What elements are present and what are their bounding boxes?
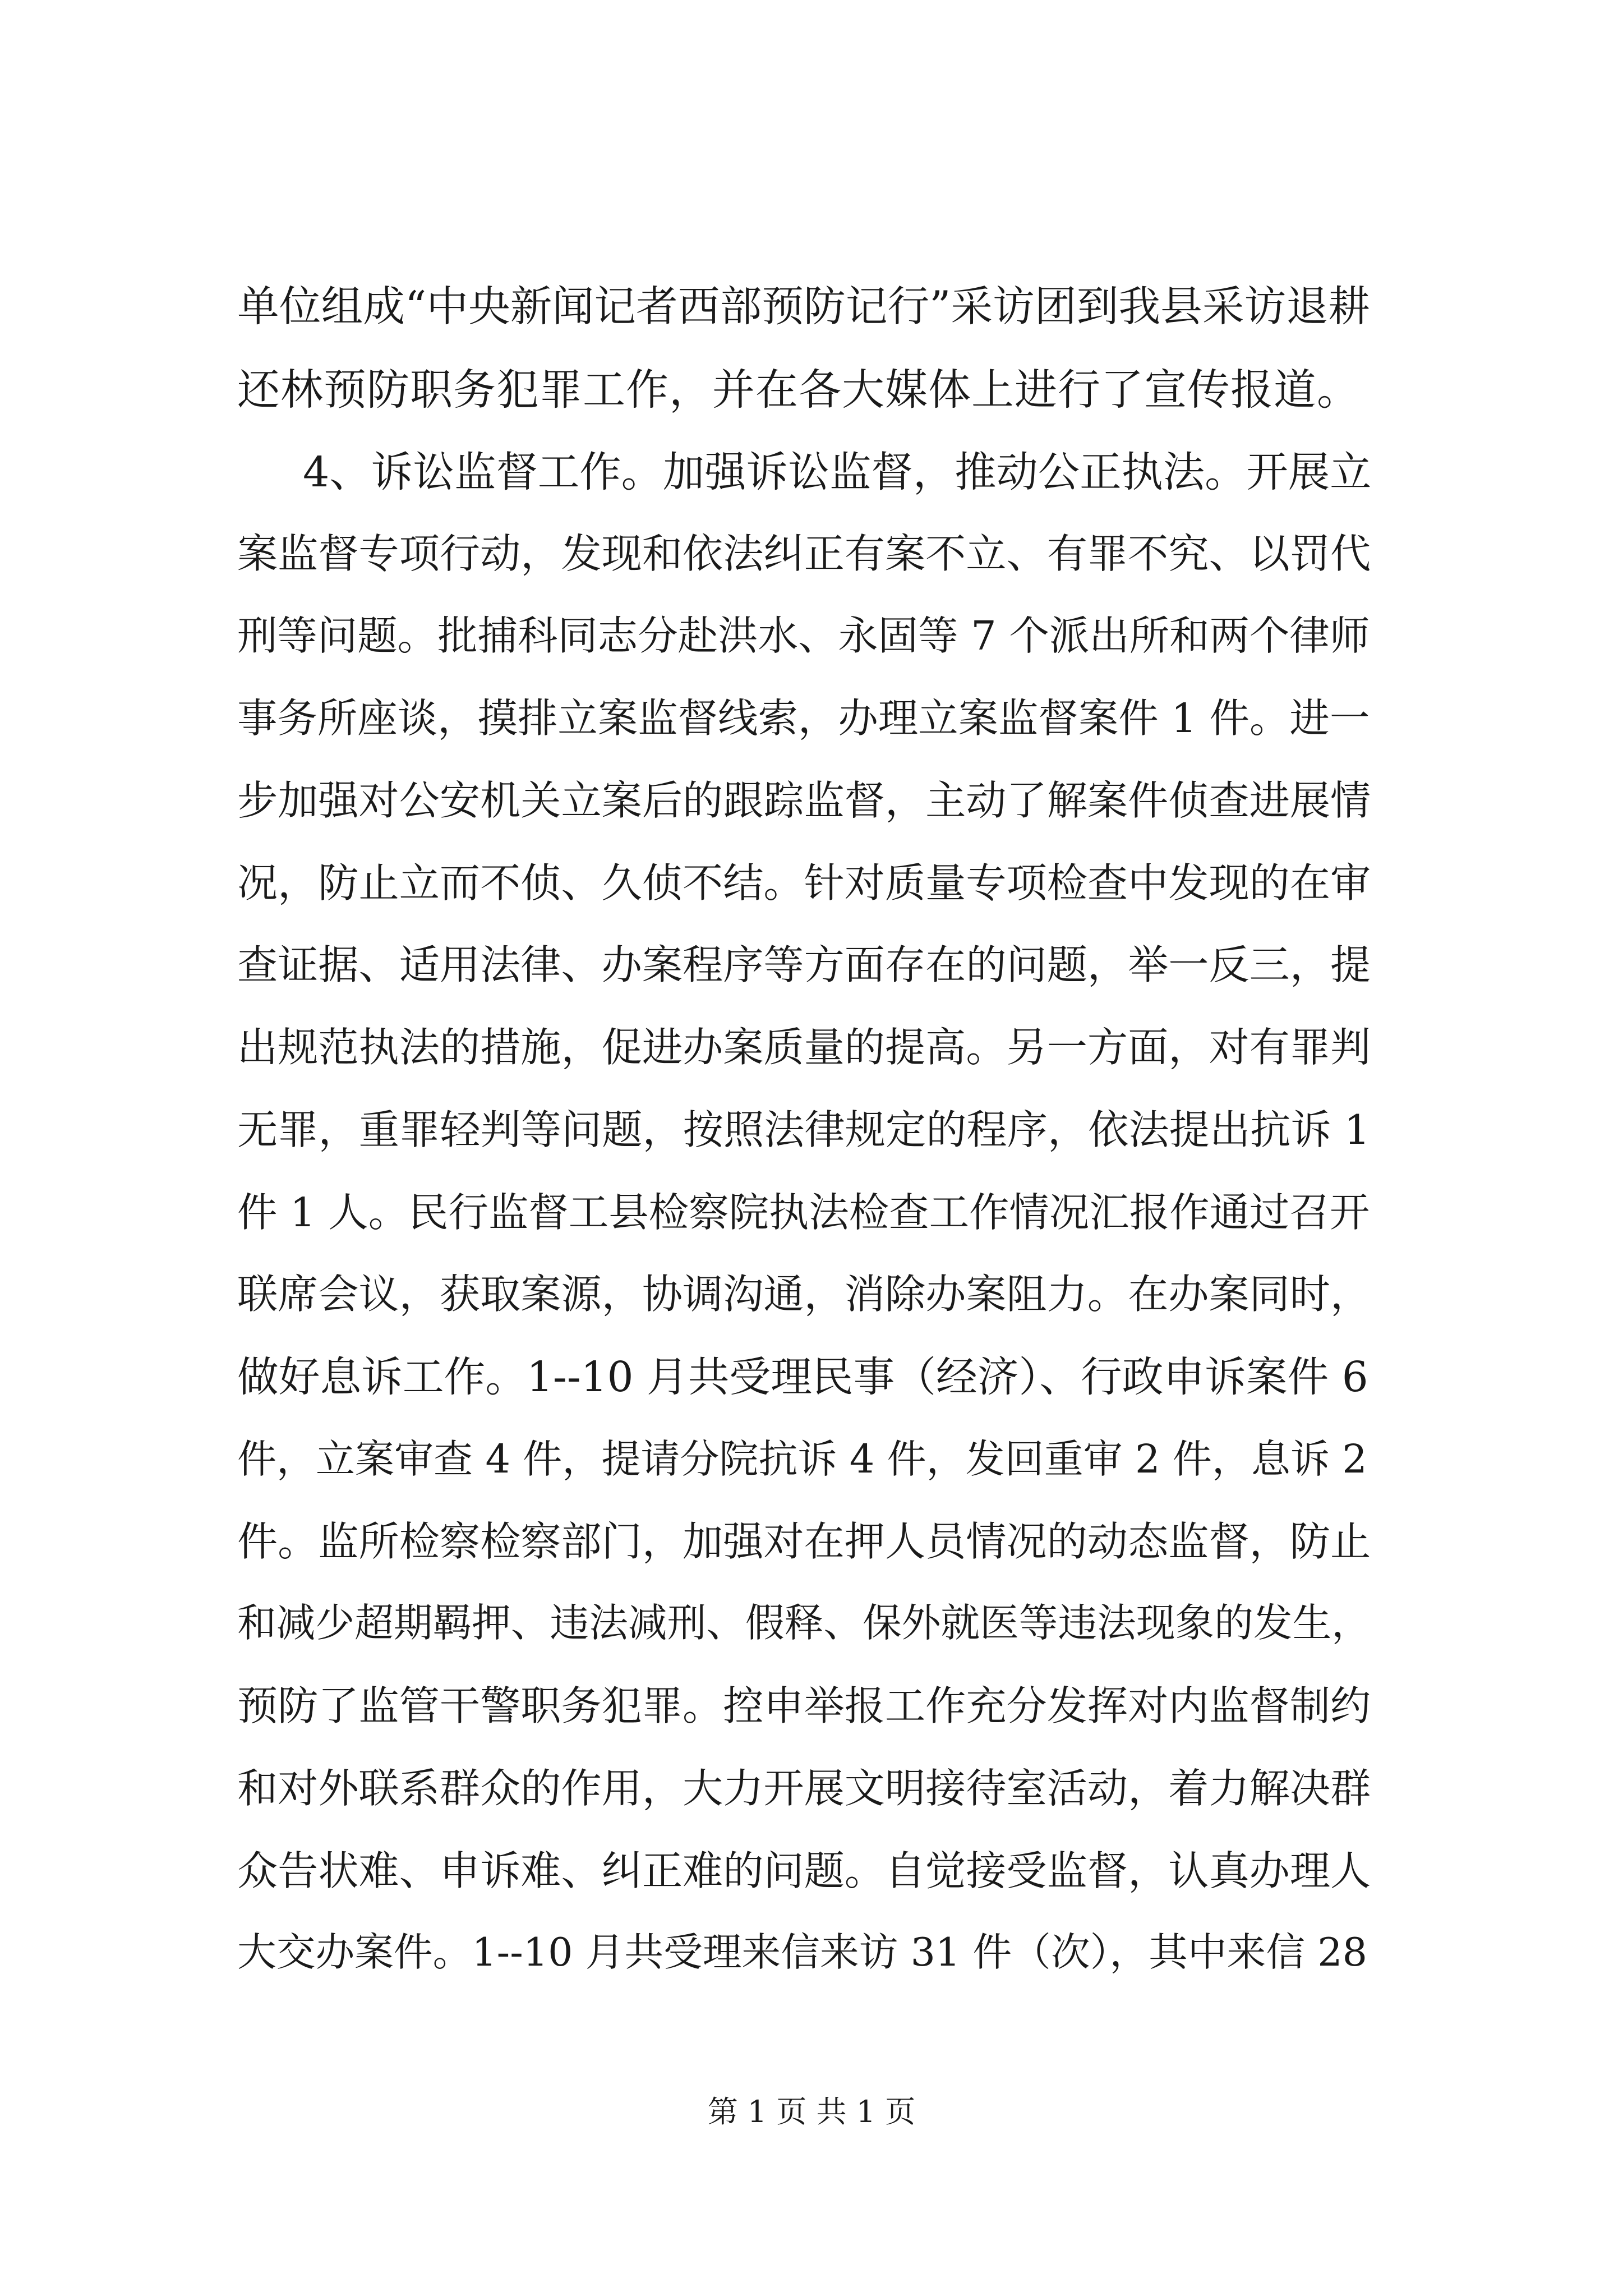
text-line: 做好息诉工作。1--10 月共受理民事（经济）、行政申诉案件 6 xyxy=(237,1354,1368,1401)
text-line: 件。监所检察检察部门，加强对在押人员情况的动态监督，防止 xyxy=(237,1519,1371,1566)
text-line: 况，防止立而不侦、久侦不结。针对质量专项检查中发现的在审 xyxy=(237,860,1371,907)
text-line: 件，立案审查 4 件，提请分院抗诉 4 件，发回重审 2 件，息诉 2 xyxy=(237,1436,1367,1482)
text-line: 单位组成“中央新闻记者西部预防记行”采访团到我县采访退耕 xyxy=(237,282,1370,331)
text-line: 预防了监管干警职务犯罪。控申举报工作充分发挥对内监督制约 xyxy=(237,1683,1371,1730)
text-line: 刑等问题。批捕科同志分赴洪水、永固等 7 个派出所和两个律师 xyxy=(237,613,1370,659)
text-line: 大交办案件。1--10 月共受理来信来访 31 件（次），其中来信 28 xyxy=(237,1930,1367,1975)
text-line: 案监督专项行动，发现和依法纠正有案不立、有罪不究、以罚代 xyxy=(237,531,1371,578)
text-line: 查证据、适用法律、办案程序等方面存在的问题，举一反三，提 xyxy=(237,942,1371,989)
text-line: 众告状难、申诉难、纠正难的问题。自觉接受监督，认真办理人 xyxy=(237,1848,1371,1895)
text-line: 和减少超期羁押、违法减刑、假释、保外就医等违法现象的发生， xyxy=(237,1600,1371,1646)
text-line: 无罪，重罪轻判等问题，按照法律规定的程序，依法提出抗诉 1 xyxy=(237,1107,1370,1154)
page-footer: 第 1 页 共 1 页 xyxy=(707,2094,916,2129)
text-line: 出规范执法的措施，促进办案质量的提高。另一方面，对有罪判 xyxy=(237,1024,1371,1071)
text-line: 还林预防职务犯罪工作，并在各大媒体上进行了宣传报道。 xyxy=(237,365,1360,415)
text-line: 步加强对公安机关立案后的跟踪监督，主动了解案件侦查进展情 xyxy=(237,777,1371,825)
text-line: 4、诉讼监督工作。加强诉讼监督，推动公正执法。开展立 xyxy=(303,448,1372,496)
text-line: 联席会议，获取案源，协调沟通，消除办案阻力。在办案同时， xyxy=(237,1271,1371,1318)
text-line: 事务所座谈，摸排立案监督线索，办理立案监督案件 1 件。进一 xyxy=(237,695,1370,742)
text-line: 和对外联系群众的作用，大力开展文明接待室活动，着力解决群 xyxy=(237,1765,1371,1812)
text-line: 件 1 人。民行监督工县检察院执法检查工作情况汇报作通过召开 xyxy=(237,1189,1370,1236)
